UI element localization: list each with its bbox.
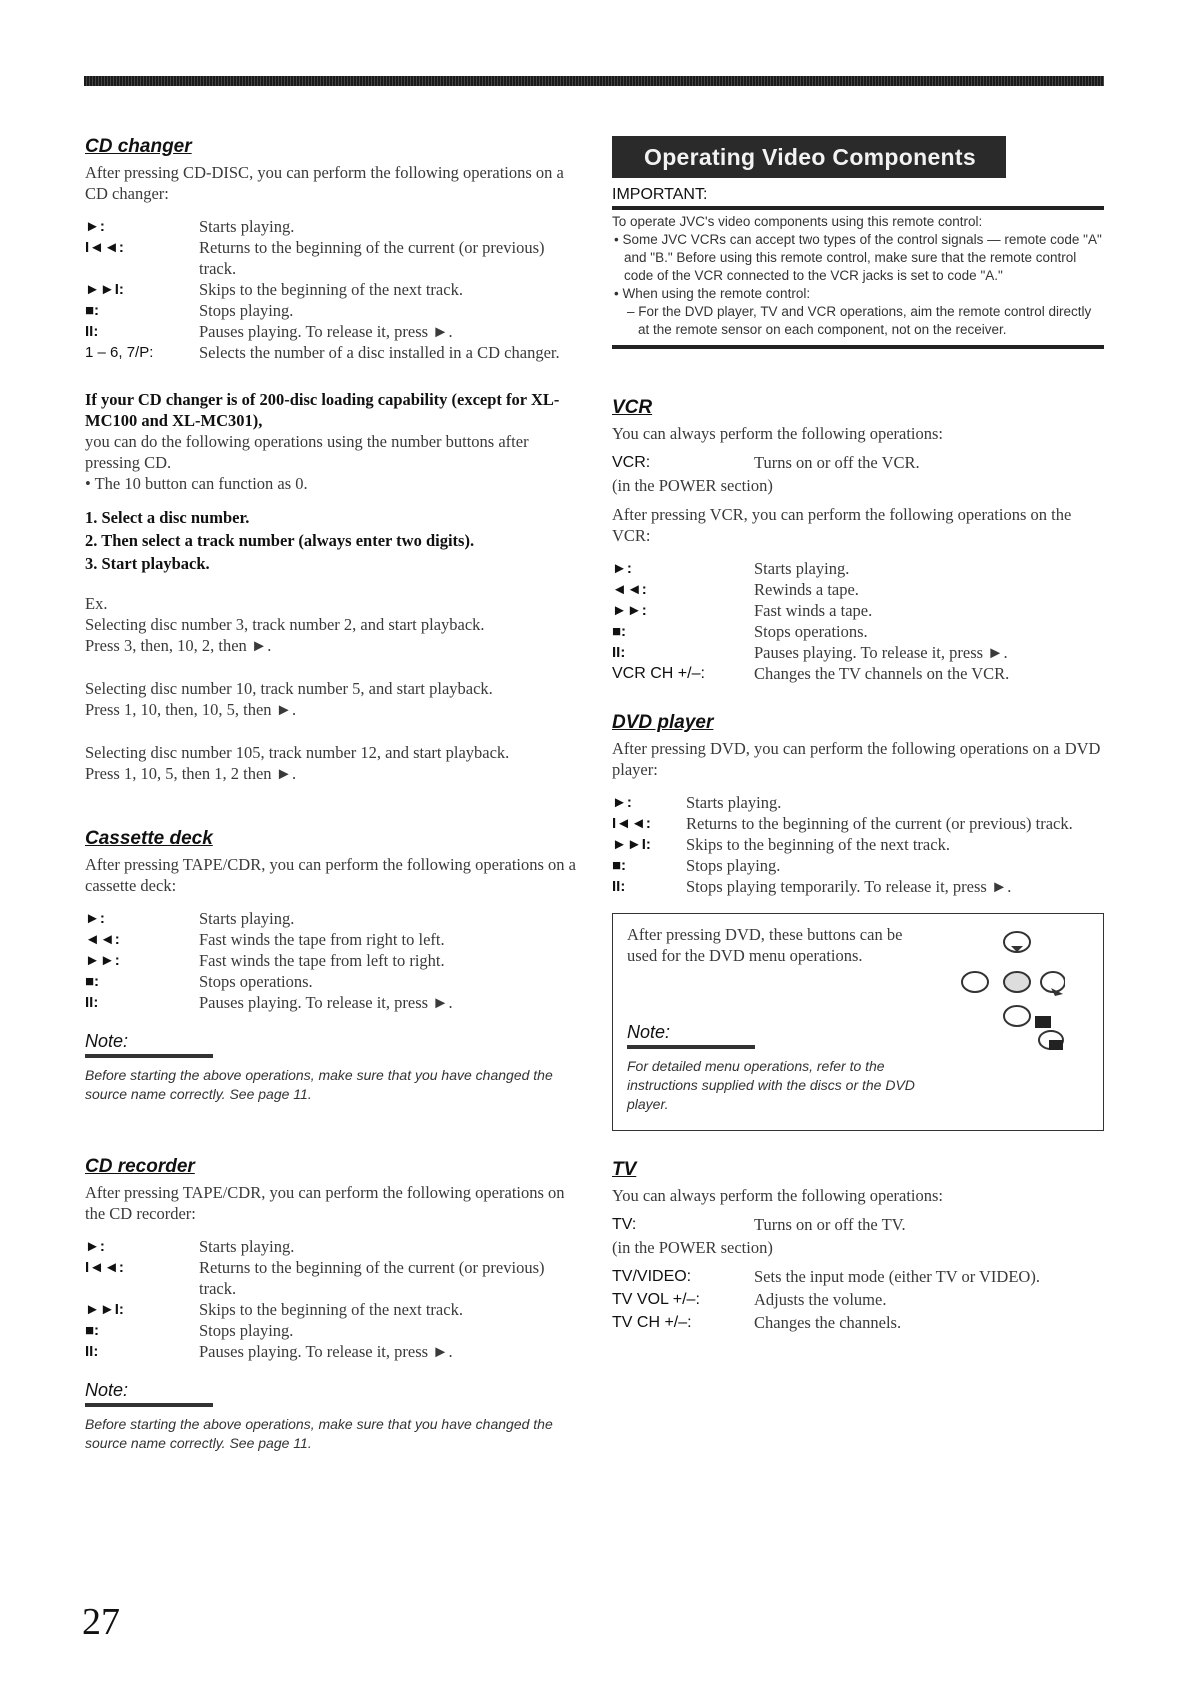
op-row: ►: Starts playing. [612,793,782,812]
example-3-line1: Selecting disc number 105, track number 12, and start playback. [85,743,510,762]
step-3: 3. Start playback. [85,554,210,573]
important-sub: – For the DVD player, TV and VCR operations, aim the remote control directly at the remote sensor on each component, not on the receiver. [627,304,1092,337]
left-column [85,136,585,1453]
cassette-note: Before starting the above operations, make sure that you have changed the source name correctly. See page 11. [85,1067,553,1102]
tv-heading: TV [612,1159,637,1180]
op-row: ►: Starts playing. [85,1237,295,1256]
op-row: ►►: Fast winds the tape from left to right. [85,951,445,970]
example-1-line2: Press 3, then, 10, 2, then ►. [85,636,272,655]
op-row: ►►I: Skips to the beginning of the next track. [85,280,463,299]
cd-recorder-note: Before starting the above operations, make sure that you have changed the source name correctly. See page 11. [85,1416,553,1451]
op-row: ►: Starts playing. [85,909,295,928]
op-row: II: Pauses playing. To release it, press ►. [85,1342,453,1361]
vcr-intro: After pressing VCR, you can perform the following operations on the VCR: [612,505,1072,545]
page-number: 27 [82,1601,120,1643]
capability-bullet: • The 10 button can function as 0. [85,474,308,493]
op-row: II: Pauses playing. To release it, press ►. [85,322,453,341]
dvd-box-text: After pressing DVD, these buttons can be used for the DVD menu operations. [627,925,903,965]
op-row: ◄◄: Fast winds the tape from right to left. [85,930,445,949]
example-2-line2: Press 1, 10, then, 10, 5, then ►. [85,700,297,719]
tv-power-note: (in the POWER section) [612,1238,773,1257]
op-row: I◄◄: Returns to the beginning of the current (or previous) track. [612,814,1073,833]
dvd-menu-box [612,913,1104,1131]
op-row: ■: Stops playing. [85,1321,294,1340]
op-row: I◄◄: Returns to the beginning of the current (or previous) track. [85,1258,545,1298]
op-row: VCR CH +/–: Changes the TV channels on the VCR. [612,664,1010,683]
vcr-always: You can always perform the following operations: [612,424,944,443]
dvd-intro: After pressing DVD, you can perform the following operations on a DVD player: [612,739,1101,779]
op-row: ■: Stops playing. [612,856,781,875]
cd-changer-intro: After pressing CD-DISC, you can perform the following operations on a CD changer: [85,163,564,203]
op-row: ►►: Fast winds a tape. [612,601,873,620]
dvd-ops [612,792,1104,897]
cd-recorder-heading: CD recorder [85,1156,195,1177]
tv-power-row: TV: Turns on or off the TV. [612,1215,906,1234]
tv-op-row: TV CH +/–: Changes the channels. [612,1313,902,1332]
cd-changer-heading: CD changer [85,136,192,157]
op-row: ■: Stops operations. [612,622,868,641]
important-box [612,213,1104,349]
tv-always: You can always perform the following operations: [612,1186,944,1205]
op-row: II: Pauses playing. To release it, press ►. [612,643,1008,662]
cassette-note-label: Note: [85,1031,213,1058]
cassette-ops [85,908,585,1013]
op-row: ■: Stops operations. [85,972,313,991]
capability-text: you can do the following operations using the number buttons after pressing CD. [85,432,529,472]
op-row: II: Stops playing temporarily. To release it, press ►. [612,877,1012,896]
important-bullet-1: • Some JVC VCRs can accept two types of the control signals — remote code "A" and "B." Before using this remote control, make sure that the remote control code of the VCR connected to the VCR jacks is set to code "A." [614,232,1102,283]
cassette-intro: After pressing TAPE/CDR, you can perform the following operations on a cassette deck: [85,855,576,895]
example-3-line2: Press 1, 10, 5, then 1, 2 then ►. [85,764,297,783]
dvd-heading: DVD player [612,712,714,733]
op-row: 1 – 6, 7/P: Selects the number of a disc installed in a CD changer. [85,343,560,362]
op-row: ►: Starts playing. [612,559,850,578]
op-row: ■: Stops playing. [85,301,294,320]
important-bullet-2: • When using the remote control: [614,286,811,301]
example-1-line1: Selecting disc number 3, track number 2, and start playback. [85,615,485,634]
step-1: 1. Select a disc number. [85,508,250,527]
op-row: ►: Starts playing. [85,217,295,236]
cd-recorder-intro: After pressing TAPE/CDR, you can perform the following operations on the CD recorder: [85,1183,565,1223]
step-2: 2. Then select a track number (always enter two digits). [85,531,475,550]
tv-op-row: TV VOL +/–: Adjusts the volume. [612,1290,887,1309]
op-row: ►►I: Skips to the beginning of the next track. [612,835,950,854]
important-line: To operate JVC's video components using this remote control: [612,214,983,229]
cd-recorder-note-label: Note: [85,1380,213,1407]
remote-buttons-illustration [955,922,1065,1050]
cassette-heading: Cassette deck [85,828,213,849]
op-row: II: Pauses playing. To release it, press ►. [85,993,453,1012]
op-row: I◄◄: Returns to the beginning of the current (or previous) track. [85,238,545,278]
capability-heading: If your CD changer is of 200-disc loading capability (except for XL-MC100 and XL-MC301), [85,390,560,430]
section-banner: Operating Video Components [612,136,1006,178]
vcr-heading: VCR [612,397,653,418]
dvd-note-label: Note: [627,1022,755,1049]
op-row: ►►I: Skips to the beginning of the next track. [85,1300,463,1319]
tv-op-row: TV/VIDEO: Sets the input mode (either TV or VIDEO). [612,1267,1040,1286]
vcr-ops [612,558,1104,684]
step-list [85,506,585,575]
important-heading: IMPORTANT: [612,186,1104,210]
examples-label: Ex. [85,594,108,613]
cd-changer-ops [85,216,585,363]
example-2-line1: Selecting disc number 10, track number 5, and start playback. [85,679,493,698]
right-column [612,136,1104,1335]
vcr-power-row: VCR: Turns on or off the VCR. [612,453,920,472]
vcr-power-note: (in the POWER section) [612,476,773,495]
dvd-note: For detailed menu operations, refer to the instructions supplied with the discs or the DVD player. [627,1058,915,1112]
cd-recorder-ops [85,1236,585,1362]
op-row: ◄◄: Rewinds a tape. [612,580,859,599]
top-rule [84,76,1104,86]
